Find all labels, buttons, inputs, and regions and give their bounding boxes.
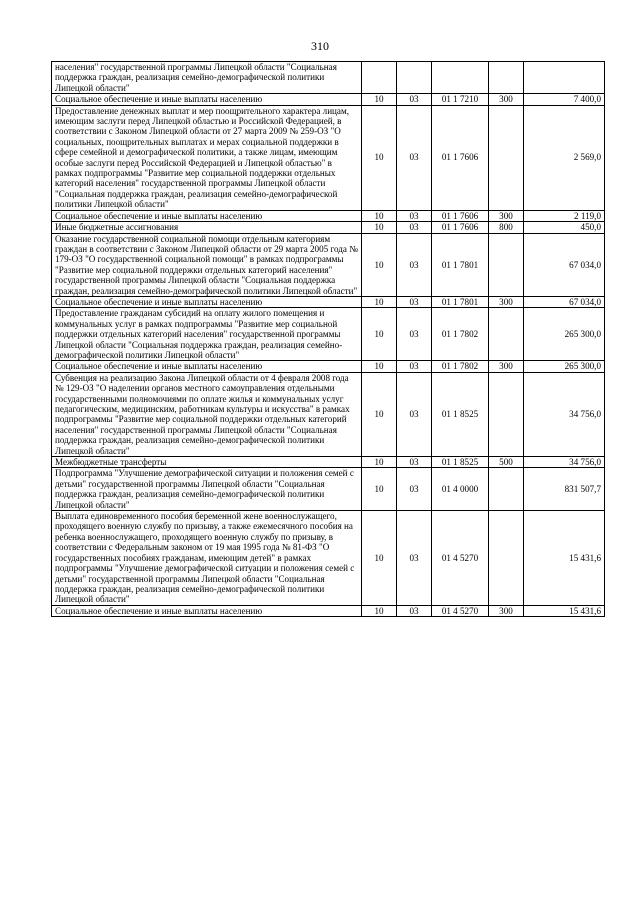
row-target-article-code: 01 4 5270 [432, 511, 489, 606]
row-amount: 2 119,0 [524, 210, 605, 221]
row-section-code: 10 [362, 210, 397, 221]
row-subsection-code: 03 [397, 468, 432, 511]
row-description: Предоставление денежных выплат и мер поощрительного характера лицам, имеющим заслуги перед Липецкой областью и Российской Федерацией, в соответствии с Законом Липецкой области от 27 марта 2009 № 259-ОЗ "О социальных, поощрительных выплатах и мерах социальной поддержки в сфере семейной и демографической политики, а также лицам, имеющим особые заслуги перед Российской Федерацией и Липецкой областью" в рамках подпрограммы "Развитие мер социальной поддержки отдельных категорий населения" государственной программы Липецкой области "Социальная поддержка граждан, реализация семейно-демографической политики Липецкой области" [52, 105, 362, 210]
row-subsection-code: 03 [397, 222, 432, 233]
row-amount: 265 300,0 [524, 308, 605, 361]
row-subsection-code [397, 62, 432, 94]
row-subsection-code: 03 [397, 105, 432, 210]
row-section-code: 10 [362, 372, 397, 456]
row-target-article-code: 01 4 0000 [432, 468, 489, 511]
row-target-article-code: 01 1 8525 [432, 372, 489, 456]
row-subsection-code: 03 [397, 605, 432, 616]
row-amount: 7 400,0 [524, 94, 605, 105]
row-section-code: 10 [362, 105, 397, 210]
row-subsection-code: 03 [397, 372, 432, 456]
row-section-code: 10 [362, 233, 397, 296]
table-row [52, 105, 605, 210]
row-section-code: 10 [362, 468, 397, 511]
row-description: Иные бюджетные ассигнования [52, 222, 362, 233]
budget-table [51, 61, 605, 617]
row-expense-type-code: 300 [489, 296, 524, 307]
table-row [52, 468, 605, 511]
row-subsection-code: 03 [397, 308, 432, 361]
row-expense-type-code: 800 [489, 222, 524, 233]
row-target-article-code: 01 4 5270 [432, 605, 489, 616]
row-section-code: 10 [362, 308, 397, 361]
row-target-article-code: 01 1 8525 [432, 457, 489, 468]
row-description: Предоставление гражданам субсидий на оплату жилого помещения и коммунальных услуг в рамках подпрограммы "Развитие мер социальной поддержки отдельных категорий населения" государственной программы Липецкой области "Социальная поддержка граждан, реализация семейно-демографической политики Липецкой области" [52, 308, 362, 361]
row-expense-type-code [489, 62, 524, 94]
table-row [52, 94, 605, 105]
row-description: Подпрограмма "Улучшение демографической ситуации и положения семей с детьми" государственной программы Липецкой области "Социальная поддержка граждан, реализация семейно-демографической политики Липецкой области" [52, 468, 362, 511]
table-row [52, 222, 605, 233]
row-subsection-code: 03 [397, 233, 432, 296]
row-description: Социальное обеспечение и иные выплаты населению [52, 361, 362, 372]
row-section-code: 10 [362, 94, 397, 105]
row-description: Социальное обеспечение и иные выплаты населению [52, 94, 362, 105]
row-description: Выплата единовременного пособия беременной жене военнослужащего, проходящего военную службу по призыву, а также ежемесячного пособия на ребенка военнослужащего, проходящего военную службу по призыву, в соответствии с Федеральным законом от 19 мая 1995 года № 81-ФЗ "О государственных пособиях гражданам, имеющим детей" в рамках подпрограммы "Улучшение демографической ситуации и положения семей с детьми" государственной программы Липецкой области "Социальная поддержка граждан, реализация семейно-демографической политики Липецкой области" [52, 511, 362, 606]
row-description: Оказание государственной социальной помощи отдельным категориям граждан в соответствии с Законом Липецкой области от 29 марта 2005 года № 179-ОЗ "О государственной социальной помощи" в рамках подпрограммы "Развитие мер социальной поддержки отдельных категорий населения" государственной программы Липецкой области "Социальная поддержка граждан, реализация семейно-демографической политики Липецкой области" [52, 233, 362, 296]
page-number: 310 [311, 39, 329, 53]
row-target-article-code: 01 1 7606 [432, 210, 489, 221]
row-amount: 450,0 [524, 222, 605, 233]
row-expense-type-code [489, 233, 524, 296]
row-section-code: 10 [362, 222, 397, 233]
table-row [52, 511, 605, 606]
row-subsection-code: 03 [397, 457, 432, 468]
row-description: Социальное обеспечение и иные выплаты населению [52, 210, 362, 221]
table-row [52, 296, 605, 307]
row-amount: 67 034,0 [524, 296, 605, 307]
table-row [52, 62, 605, 94]
table-row [52, 605, 605, 616]
row-section-code: 10 [362, 605, 397, 616]
row-section-code: 10 [362, 511, 397, 606]
row-expense-type-code: 500 [489, 457, 524, 468]
table-row [52, 457, 605, 468]
row-target-article-code: 01 1 7606 [432, 105, 489, 210]
row-section-code: 10 [362, 457, 397, 468]
row-description: населения" государственной программы Липецкой области "Социальная поддержка граждан, реализация семейно-демографической политики Липецкой области" [52, 62, 362, 94]
budget-table-body [52, 62, 605, 617]
row-subsection-code: 03 [397, 511, 432, 606]
row-expense-type-code: 300 [489, 210, 524, 221]
row-description: Социальное обеспечение и иные выплаты населению [52, 296, 362, 307]
row-subsection-code: 03 [397, 361, 432, 372]
row-target-article-code: 01 1 7802 [432, 361, 489, 372]
row-amount [524, 62, 605, 94]
row-target-article-code: 01 1 7802 [432, 308, 489, 361]
row-subsection-code: 03 [397, 210, 432, 221]
row-target-article-code: 01 1 7801 [432, 233, 489, 296]
row-target-article-code: 01 1 7210 [432, 94, 489, 105]
table-row [52, 210, 605, 221]
table-row [52, 372, 605, 456]
row-expense-type-code [489, 372, 524, 456]
row-expense-type-code [489, 468, 524, 511]
row-amount: 2 569,0 [524, 105, 605, 210]
row-subsection-code: 03 [397, 296, 432, 307]
row-target-article-code [432, 62, 489, 94]
row-amount: 15 431,6 [524, 511, 605, 606]
row-description: Межбюджетные трансферты [52, 457, 362, 468]
row-description: Субвенция на реализацию Закона Липецкой области от 4 февраля 2008 года № 129-ОЗ "О наделении органов местного самоуправления отдельными государственными полномочиями по оплате жилья и коммунальных услуг педагогическим, медицинским, работникам культуры и искусства" в рамках подпрограммы "Развитие мер социальной поддержки отдельных категорий населения" государственной программы Липецкой области "Социальная поддержка граждан, реализация семейно-демографической политики Липецкой области" [52, 372, 362, 456]
row-amount: 34 756,0 [524, 372, 605, 456]
row-expense-type-code: 300 [489, 361, 524, 372]
row-expense-type-code: 300 [489, 94, 524, 105]
table-row [52, 308, 605, 361]
row-expense-type-code [489, 308, 524, 361]
table-row [52, 233, 605, 296]
row-amount: 67 034,0 [524, 233, 605, 296]
row-description: Социальное обеспечение и иные выплаты населению [52, 605, 362, 616]
row-amount: 15 431,6 [524, 605, 605, 616]
row-amount: 831 507,7 [524, 468, 605, 511]
row-expense-type-code [489, 511, 524, 606]
row-amount: 34 756,0 [524, 457, 605, 468]
row-expense-type-code: 300 [489, 605, 524, 616]
row-section-code [362, 62, 397, 94]
row-expense-type-code [489, 105, 524, 210]
row-section-code: 10 [362, 361, 397, 372]
row-target-article-code: 01 1 7606 [432, 222, 489, 233]
table-row [52, 361, 605, 372]
row-target-article-code: 01 1 7801 [432, 296, 489, 307]
row-section-code: 10 [362, 296, 397, 307]
row-subsection-code: 03 [397, 94, 432, 105]
row-amount: 265 300,0 [524, 361, 605, 372]
